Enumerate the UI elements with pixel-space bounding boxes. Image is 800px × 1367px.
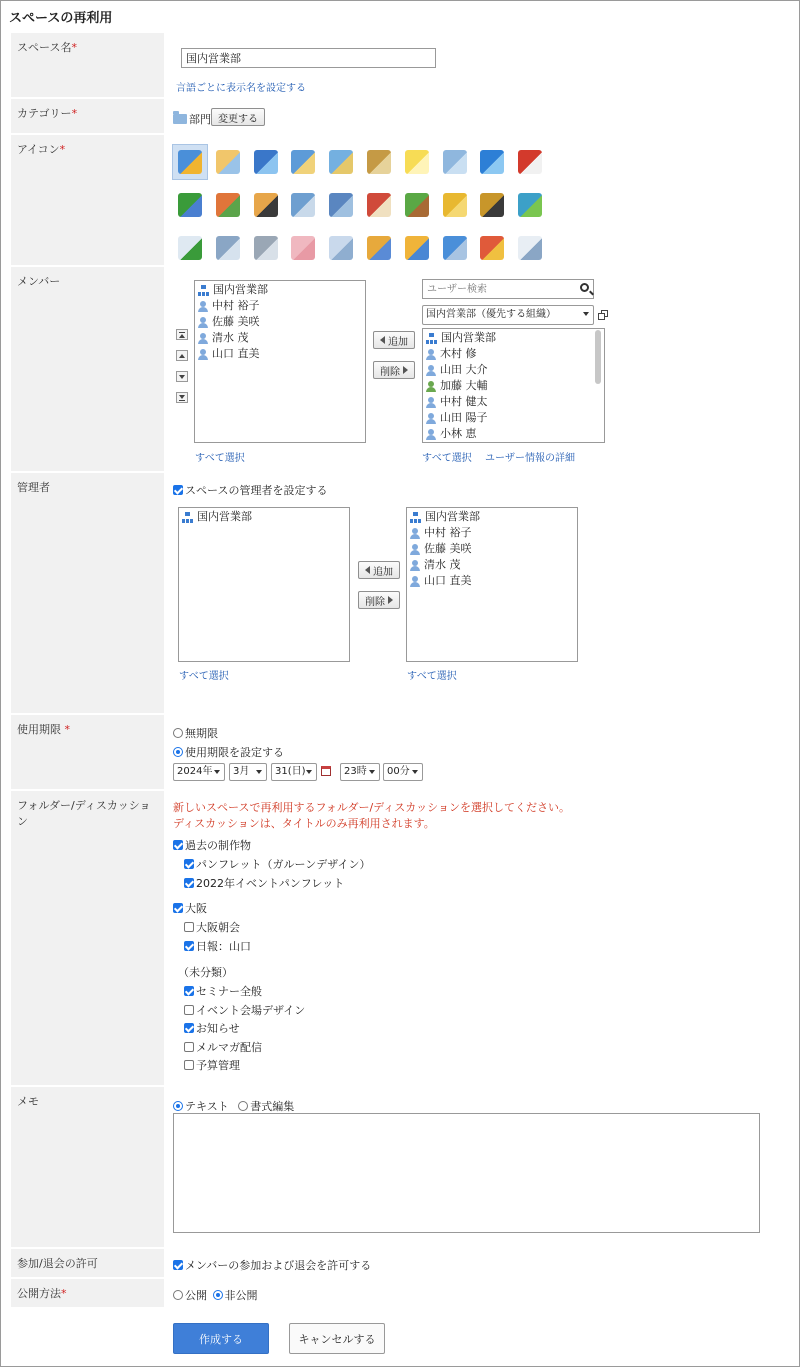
office-building-icon[interactable] bbox=[291, 193, 315, 217]
organization-icon bbox=[410, 512, 421, 523]
memo-textarea[interactable] bbox=[173, 1113, 760, 1233]
member-candidate-list[interactable] bbox=[422, 328, 605, 443]
publish-public-radio[interactable] bbox=[173, 1290, 183, 1300]
list-item-label: 木村 修 bbox=[440, 347, 477, 360]
laptop-icon[interactable] bbox=[216, 236, 240, 260]
list-item-label: 山口 直美 bbox=[424, 574, 472, 587]
user-icon bbox=[426, 413, 436, 424]
notebook-pen-icon[interactable] bbox=[291, 150, 315, 174]
space-name-input[interactable] bbox=[181, 48, 436, 68]
list-item-label: 山口 直美 bbox=[212, 347, 260, 360]
label-admins: 管理者 bbox=[11, 473, 164, 713]
publish-private-option[interactable]: 非公開 bbox=[213, 1289, 258, 1302]
folder-item[interactable] bbox=[184, 1002, 305, 1018]
folder-item[interactable] bbox=[184, 875, 344, 891]
label-memo: メモ bbox=[11, 1087, 164, 1247]
category-value: 部門 bbox=[173, 111, 211, 127]
label-space-name: スペース名* bbox=[11, 33, 164, 97]
documents-icon[interactable] bbox=[329, 150, 353, 174]
user-icon bbox=[410, 528, 420, 539]
chart-growth-icon[interactable] bbox=[178, 150, 202, 174]
list-item-label: 国内営業部 bbox=[441, 331, 496, 344]
admin-left-select-all-link[interactable]: すべて選択 bbox=[179, 671, 229, 682]
plant-icon[interactable] bbox=[405, 193, 429, 217]
move-up-button[interactable] bbox=[176, 350, 188, 361]
search-icon[interactable] bbox=[580, 283, 589, 292]
admin-remove-button[interactable]: 削除 bbox=[358, 591, 400, 609]
presentation-icon[interactable] bbox=[254, 150, 278, 174]
user-icon bbox=[426, 397, 436, 408]
list-item[interactable] bbox=[423, 330, 604, 346]
uncategorized-label: （未分類） bbox=[178, 966, 233, 979]
organization-icon bbox=[426, 333, 437, 344]
memo-text-radio[interactable] bbox=[173, 1101, 183, 1111]
popup-window-icon[interactable] bbox=[598, 310, 608, 320]
folder-group[interactable] bbox=[173, 837, 251, 853]
user-icon bbox=[426, 381, 436, 392]
list-item[interactable] bbox=[423, 394, 604, 410]
folder-checkbox[interactable] bbox=[184, 1005, 194, 1015]
user-icon bbox=[426, 365, 436, 376]
arrow-left-icon bbox=[365, 566, 370, 574]
list-item-label: 加藤 大輔 bbox=[440, 379, 488, 392]
list-item[interactable] bbox=[407, 541, 577, 557]
label-members: メンバー bbox=[11, 267, 164, 471]
piggy-bank-icon[interactable] bbox=[291, 236, 315, 260]
folder-item[interactable] bbox=[184, 938, 251, 954]
list-item[interactable] bbox=[195, 282, 365, 298]
list-item-label: 中村 裕子 bbox=[212, 299, 260, 312]
folder-label: 過去の制作物 bbox=[185, 839, 251, 852]
folder-label: 日報：山口 bbox=[196, 940, 251, 953]
page-title: スペースの再利用 bbox=[9, 11, 113, 26]
folder-checkbox[interactable] bbox=[184, 1042, 194, 1052]
folder-checkbox[interactable] bbox=[184, 1023, 194, 1033]
shop-icon[interactable] bbox=[367, 193, 391, 217]
list-item-label: 佐藤 美咲 bbox=[212, 315, 260, 328]
move-down-button[interactable] bbox=[176, 371, 188, 382]
member-selected-list[interactable] bbox=[194, 280, 366, 443]
music-note-icon[interactable] bbox=[518, 193, 542, 217]
gift-box-icon[interactable] bbox=[480, 236, 504, 260]
expiry-set-radio[interactable] bbox=[173, 747, 183, 757]
user-icon bbox=[198, 317, 208, 328]
whiteboard-icon[interactable] bbox=[178, 236, 202, 260]
list-item[interactable] bbox=[423, 378, 604, 394]
support-headset-icon[interactable] bbox=[254, 193, 278, 217]
globe-icon[interactable] bbox=[480, 150, 504, 174]
list-item-label: 国内営業部 bbox=[213, 283, 268, 296]
move-up-icon bbox=[179, 354, 185, 358]
coins-icon[interactable] bbox=[443, 193, 467, 217]
drink-glass-icon[interactable] bbox=[329, 236, 353, 260]
memo-rich-radio[interactable] bbox=[238, 1101, 248, 1111]
target-icon[interactable] bbox=[518, 150, 542, 174]
publish-public-option[interactable]: 公開 bbox=[173, 1289, 207, 1302]
list-item[interactable] bbox=[179, 509, 349, 525]
user-icon bbox=[426, 349, 436, 360]
folder-item[interactable] bbox=[184, 856, 370, 872]
arrow-left-icon bbox=[380, 336, 385, 344]
member-select-all-link[interactable]: すべて選択 bbox=[195, 453, 245, 464]
arrow-right-icon bbox=[403, 366, 408, 374]
expiry-no-limit-radio[interactable] bbox=[173, 728, 183, 738]
list-item[interactable] bbox=[423, 362, 604, 378]
user-icon bbox=[426, 429, 436, 440]
folder-label: 大阪 bbox=[185, 902, 207, 915]
move-bottom-button[interactable] bbox=[176, 392, 188, 403]
change-category-button[interactable]: 変更する bbox=[211, 108, 265, 126]
folder-label: 2022年イベントパンフレット bbox=[196, 877, 345, 890]
move-top-button[interactable] bbox=[176, 329, 188, 340]
user-icon bbox=[198, 301, 208, 312]
network-icon[interactable] bbox=[178, 193, 202, 217]
list-item[interactable] bbox=[423, 426, 604, 442]
list-item-label: 佐藤 美咲 bbox=[424, 542, 472, 555]
cancel-button[interactable]: キャンセルする bbox=[289, 1323, 385, 1354]
folder-item[interactable] bbox=[184, 1020, 240, 1036]
medal-icon[interactable] bbox=[480, 193, 504, 217]
memo-rich-option[interactable]: 書式編集 bbox=[238, 1100, 294, 1113]
expiry-set-option[interactable]: 使用期限を設定する bbox=[173, 744, 284, 760]
user-icon bbox=[410, 576, 420, 587]
candidate-select-all-link[interactable]: すべて選択 bbox=[422, 453, 472, 464]
folder-notice-line2: ディスカッションは、タイトルのみ再利用されます。 bbox=[173, 817, 435, 830]
calendar-icon[interactable] bbox=[321, 766, 331, 776]
list-item[interactable] bbox=[423, 410, 604, 426]
join-leave-checkbox[interactable] bbox=[173, 1260, 183, 1270]
list-item-label: 国内営業部 bbox=[425, 510, 480, 523]
set-admin-checkbox[interactable] bbox=[173, 485, 183, 495]
expiry-month-select[interactable]: 3月 bbox=[229, 763, 267, 781]
candidate-scrollbar[interactable] bbox=[595, 330, 601, 384]
list-item[interactable] bbox=[195, 330, 365, 346]
user-icon bbox=[198, 349, 208, 360]
folder-label: 大阪朝会 bbox=[196, 921, 240, 934]
folder-checkbox[interactable] bbox=[173, 840, 183, 850]
move-down-icon bbox=[179, 375, 185, 379]
expiry-hour-select[interactable]: 23時 bbox=[340, 763, 380, 781]
expiry-minute-select[interactable]: 00分 bbox=[383, 763, 423, 781]
organization-icon bbox=[182, 512, 193, 523]
publish-selector bbox=[173, 1287, 258, 1303]
paint-palette-icon[interactable] bbox=[367, 236, 391, 260]
people-icon[interactable] bbox=[216, 193, 240, 217]
organization-icon bbox=[198, 285, 209, 296]
label-folders: フォルダー/ディスカッション bbox=[11, 791, 164, 1085]
folder-label: イベント会場デザイン bbox=[196, 1003, 306, 1017]
join-leave-option[interactable]: メンバーの参加および退会を許可する bbox=[173, 1257, 371, 1273]
expiry-day-select[interactable]: 31(日) bbox=[271, 763, 317, 781]
list-item-label: 国内営業部 bbox=[197, 510, 252, 523]
member-remove-button[interactable]: 削除 bbox=[373, 361, 415, 379]
user-icon bbox=[198, 333, 208, 344]
org-dropdown[interactable]: 国内営業部（優先する組織） bbox=[422, 305, 594, 325]
folder-checkbox[interactable] bbox=[184, 922, 194, 932]
memo-text-option[interactable]: テキスト bbox=[173, 1100, 229, 1113]
lab-flask-icon[interactable] bbox=[443, 150, 467, 174]
label-icon: アイコン* bbox=[11, 135, 164, 265]
create-button[interactable]: 作成する bbox=[173, 1323, 269, 1354]
folder-checkbox[interactable] bbox=[184, 1060, 194, 1070]
admin-left-list[interactable] bbox=[178, 507, 350, 662]
folder-notice-line1: 新しいスペースで再利用するフォルダー/ディスカッションを選択してください。 bbox=[173, 801, 570, 814]
credit-cards-icon[interactable] bbox=[405, 236, 429, 260]
label-join-leave: 参加/退会の許可 bbox=[11, 1249, 164, 1277]
list-item[interactable] bbox=[423, 346, 604, 362]
calculator-icon[interactable] bbox=[254, 236, 278, 260]
label-publish: 公開方法* bbox=[11, 1279, 164, 1307]
calendar-board-icon[interactable] bbox=[216, 150, 240, 174]
shopping-cart-icon[interactable] bbox=[443, 236, 467, 260]
label-category: カテゴリー* bbox=[11, 99, 164, 133]
list-item[interactable] bbox=[195, 346, 365, 362]
label-expiry: 使用期限 * bbox=[11, 715, 164, 789]
move-bottom-icon bbox=[179, 395, 185, 399]
light-bulb-icon[interactable] bbox=[405, 150, 429, 174]
user-search-input[interactable] bbox=[423, 280, 573, 298]
folder-checkbox[interactable] bbox=[184, 986, 194, 996]
expiry-no-limit-option[interactable]: 無期限 bbox=[173, 725, 218, 741]
expiry-year-select[interactable]: 2024年 bbox=[173, 763, 225, 781]
list-item[interactable] bbox=[407, 557, 577, 573]
list-item-label: 小林 恵 bbox=[440, 427, 477, 440]
arrow-right-icon bbox=[388, 596, 393, 604]
user-details-link[interactable]: ユーザー情報の詳細 bbox=[485, 453, 575, 464]
member-add-button[interactable]: 追加 bbox=[373, 331, 415, 349]
factory-icon[interactable] bbox=[329, 193, 353, 217]
folder-item[interactable] bbox=[184, 919, 240, 935]
folder-checkbox[interactable] bbox=[173, 903, 183, 913]
list-item[interactable] bbox=[195, 314, 365, 330]
folder-item[interactable] bbox=[184, 1057, 240, 1073]
coffee-cup-icon[interactable] bbox=[518, 236, 542, 260]
list-item-label: 中村 裕子 bbox=[424, 526, 472, 539]
list-item-label: 清水 茂 bbox=[212, 331, 249, 344]
user-search-box[interactable] bbox=[422, 279, 594, 299]
set-admin-option[interactable]: スペースの管理者を設定する bbox=[173, 482, 327, 498]
lang-display-name-link[interactable]: 言語ごとに表示名を設定する bbox=[176, 83, 306, 94]
list-item[interactable] bbox=[407, 509, 577, 525]
folder-label: お知らせ bbox=[196, 1022, 240, 1035]
folder-icon bbox=[173, 114, 187, 124]
folder-label: メルマガ配信 bbox=[196, 1040, 262, 1054]
folder-group[interactable] bbox=[173, 900, 207, 916]
list-item-label: 中村 健太 bbox=[440, 395, 488, 408]
folder-checkbox[interactable] bbox=[184, 859, 194, 869]
toolbox-icon[interactable] bbox=[367, 150, 391, 174]
admin-add-button[interactable]: 追加 bbox=[358, 561, 400, 579]
list-item[interactable] bbox=[407, 525, 577, 541]
folder-checkbox[interactable] bbox=[184, 878, 194, 888]
folder-label: 予算管理 bbox=[196, 1059, 240, 1072]
folder-item[interactable] bbox=[184, 1039, 262, 1055]
folder-label: セミナー全般 bbox=[196, 985, 262, 998]
admin-right-select-all-link[interactable]: すべて選択 bbox=[407, 671, 457, 682]
admin-right-list[interactable] bbox=[406, 507, 578, 662]
folder-item[interactable] bbox=[184, 983, 262, 999]
user-icon bbox=[410, 560, 420, 571]
folder-label: パンフレット（ガルーンデザイン） bbox=[196, 858, 371, 871]
folder-checkbox[interactable] bbox=[184, 941, 194, 951]
memo-mode-selector bbox=[173, 1098, 294, 1114]
list-item[interactable] bbox=[407, 573, 577, 589]
move-top-icon bbox=[179, 334, 185, 338]
list-item-label: 山田 大介 bbox=[440, 363, 488, 376]
list-item-label: 山田 陽子 bbox=[440, 411, 488, 424]
list-item-label: 清水 茂 bbox=[424, 558, 461, 571]
publish-private-radio[interactable] bbox=[213, 1290, 223, 1300]
list-item[interactable] bbox=[195, 298, 365, 314]
user-icon bbox=[410, 544, 420, 555]
